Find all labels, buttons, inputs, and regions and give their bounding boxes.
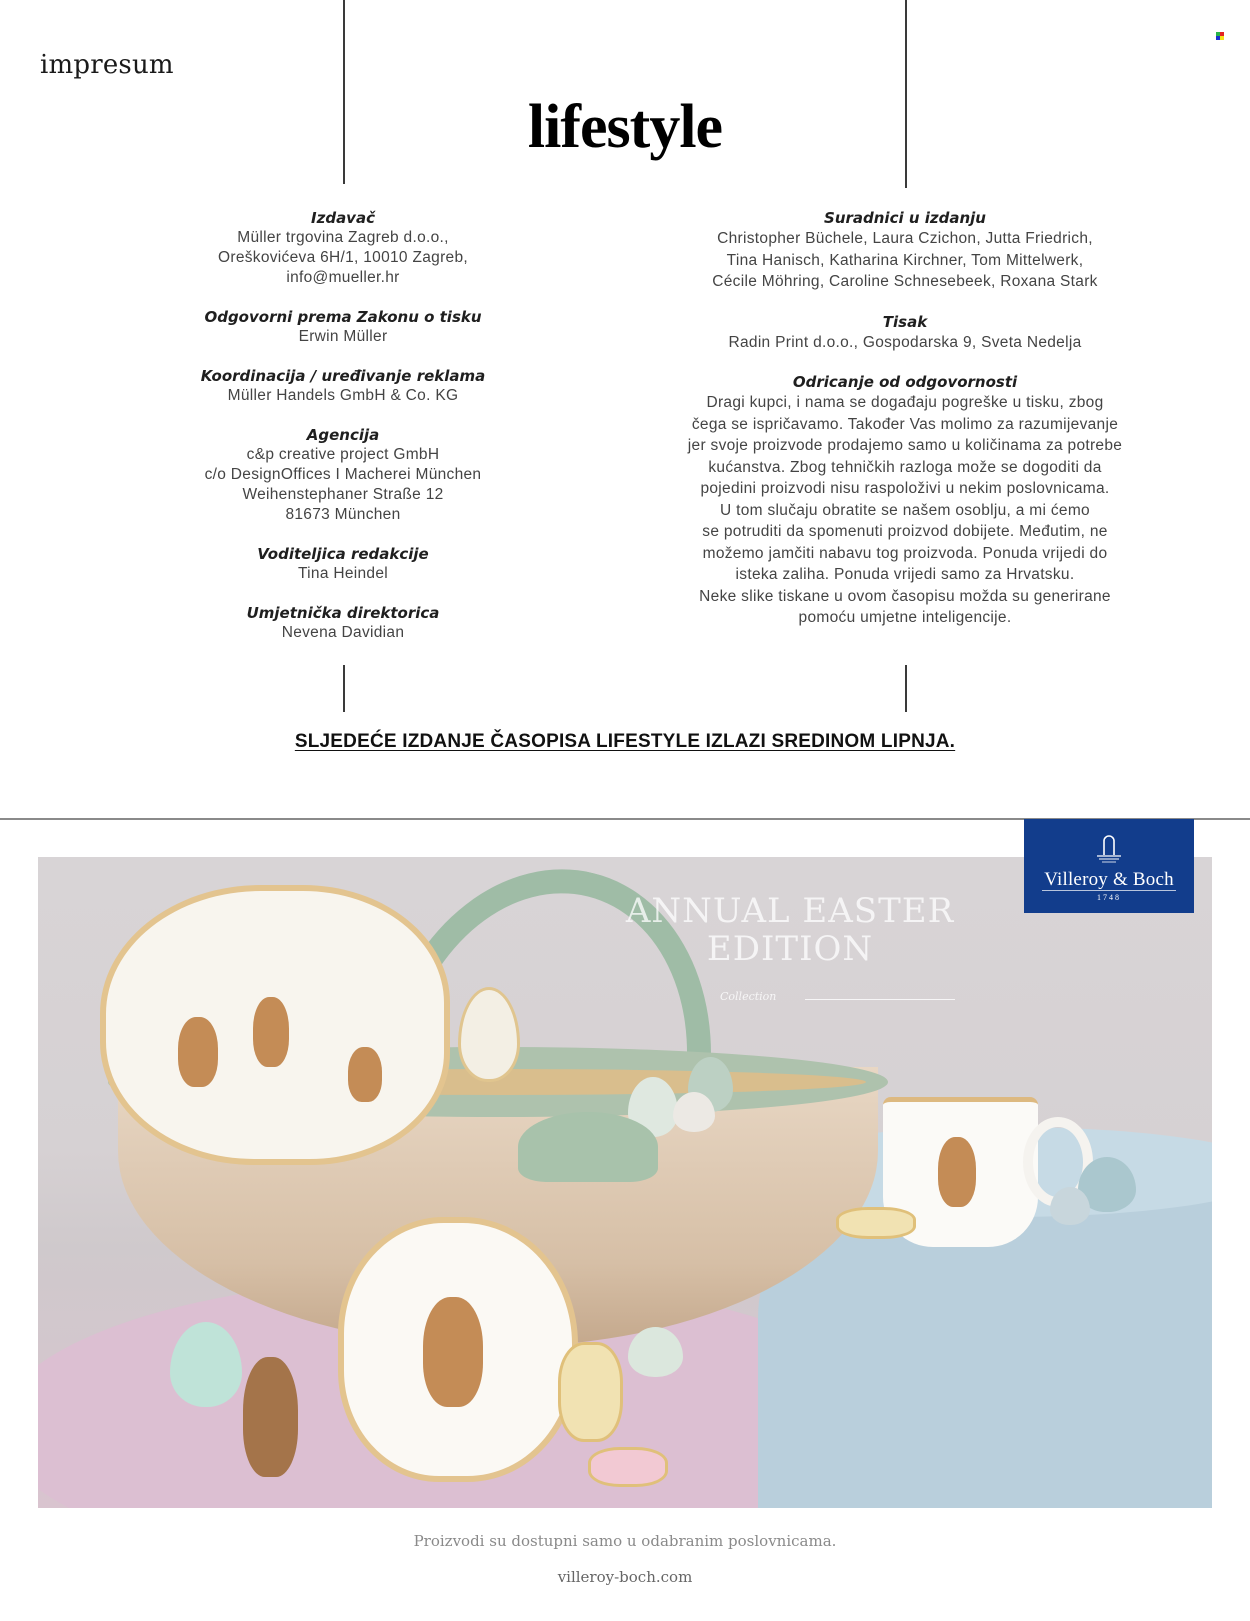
availability-note: Proizvodi su dostupni samo u odabranim poslovnicama. [413, 1532, 837, 1550]
imprint-responsible [163, 307, 523, 347]
fountain-emblem-icon [1097, 833, 1121, 863]
text-line: pomoću umjetne inteligencije. [798, 609, 1012, 626]
heading: Odgovorni prema Zakonu o tisku [204, 308, 482, 326]
heading: Voditeljica redakcije [257, 545, 429, 563]
divider-bottom-left [343, 665, 345, 712]
brand-logo-box [1024, 819, 1194, 913]
cookie [588, 1447, 668, 1487]
text-line: Weihenstephaner Straße 12 [242, 486, 444, 503]
imprint-left-column [163, 208, 523, 662]
imprint-publisher [163, 208, 523, 288]
imprint-agency [163, 425, 523, 525]
ad-headline-line-1: ANNUAL EASTER [625, 891, 955, 931]
heading: Koordinacija / uređivanje reklama [200, 367, 486, 385]
text-line: Christopher Büchele, Laura Czichon, Jutta Friedrich, [717, 230, 1093, 247]
text-line: Neke slike tiskane u ovom časopisu možda su generirane [699, 587, 1111, 605]
text-line: Erwin Müller [298, 328, 388, 345]
bunny-figure [348, 1047, 382, 1102]
brand-underline [1042, 890, 1176, 891]
speckled-egg [1050, 1187, 1090, 1225]
text-line: Tina Heindel [297, 565, 389, 582]
text-line: Nevena Davidian [281, 624, 405, 641]
ad-headline [600, 892, 980, 968]
ad-headline-line-2: EDITION [706, 929, 874, 969]
text-line: možemo jamčiti nabavu tog proizvoda. Ponuda vrijedi do [702, 544, 1108, 562]
next-issue-notice: SLJEDEĆE IZDANJE ČASOPISA LIFESTYLE IZLAZI SREDINOM LIPNJA. [294, 731, 956, 752]
bunny-figure [178, 1017, 218, 1087]
brand-name: Villeroy & Boch [1044, 869, 1174, 890]
text-line: Oreškovićeva 6H/1, 10010 Zagreb, [218, 249, 468, 266]
divider-bottom-right [905, 665, 907, 712]
ad-subline: Collection [720, 990, 777, 1003]
cookie [836, 1207, 916, 1239]
text-line: Cécile Möhring, Caroline Schnesebeek, Roxana Stark [712, 273, 1098, 290]
heading: Suradnici u izdanju [824, 209, 986, 227]
text-line: c/o DesignOffices I Macherei München [204, 466, 482, 483]
text-line: Müller trgovina Zagreb d.o.o., [237, 229, 449, 246]
bunny-figure [253, 997, 289, 1067]
text-line: čega se ispričavamo. Također Vas molimo za razumijevanje [691, 415, 1119, 433]
imprint-printer [655, 312, 1155, 354]
ad-subline-rule [805, 999, 955, 1000]
heading: Agencija [306, 426, 380, 444]
brand-year: 1748 [1097, 893, 1121, 902]
brand-website-link[interactable]: villeroy-boch.com [557, 1568, 693, 1586]
text-line: isteka zaliha. Ponuda vrijedi samo za Hrvatsku. [735, 566, 1075, 583]
text-line: Müller Handels GmbH & Co. KG [227, 387, 459, 404]
text-line: Radin Print d.o.o., Gospodarska 9, Sveta Nedelja [728, 333, 1082, 351]
heading: Tisak [882, 312, 928, 331]
heading: Umjetnička direktorica [246, 604, 440, 622]
heading: Izdavač [311, 209, 375, 227]
text-line: pojedini proizvodi nisu raspoloživi u nekim poslovnicama. [700, 480, 1110, 497]
bunny-figurine [243, 1357, 298, 1477]
imprint-disclaimer [655, 372, 1155, 629]
imprint-editor [163, 544, 523, 584]
bunny-figure [938, 1137, 976, 1207]
email-link[interactable]: info@mueller.hr [286, 269, 400, 286]
imprint-art-director [163, 603, 523, 643]
text-line: Dragi kupci, i nama se događaju pogreške u tisku, zbog [706, 394, 1104, 411]
text-line: Tina Hanisch, Katharina Kirchner, Tom Mittelwerk, [726, 251, 1084, 269]
text-line: se potruditi da spomenuti proizvod dobijete. Međutim, ne [702, 523, 1108, 540]
text-line: kućanstva. Zbog tehničkih razloga može se dogoditi da [708, 458, 1102, 476]
heading: Odricanje od odgovornosti [792, 373, 1018, 391]
section-label: impresum [40, 50, 174, 80]
imprint-ad-coordination [163, 366, 523, 406]
imprint-right-column [655, 208, 1155, 648]
text-line: jer svoje proizvode prodajemo samo u količinama za potrebe [687, 437, 1123, 454]
text-line: U tom slučaju obratite se našem osoblju, a mi ćemo [720, 501, 1090, 519]
print-registration-mark [1216, 32, 1224, 40]
imprint-contributors [655, 208, 1155, 293]
text-line: 81673 München [285, 506, 401, 523]
magazine-logo: lifestyle [527, 93, 723, 161]
bunny-figure [423, 1297, 483, 1407]
easter-egg [673, 1092, 715, 1132]
text-line: c&p creative project GmbH [246, 446, 440, 463]
cookie [558, 1342, 623, 1442]
green-ribbon-bow [518, 1112, 658, 1182]
